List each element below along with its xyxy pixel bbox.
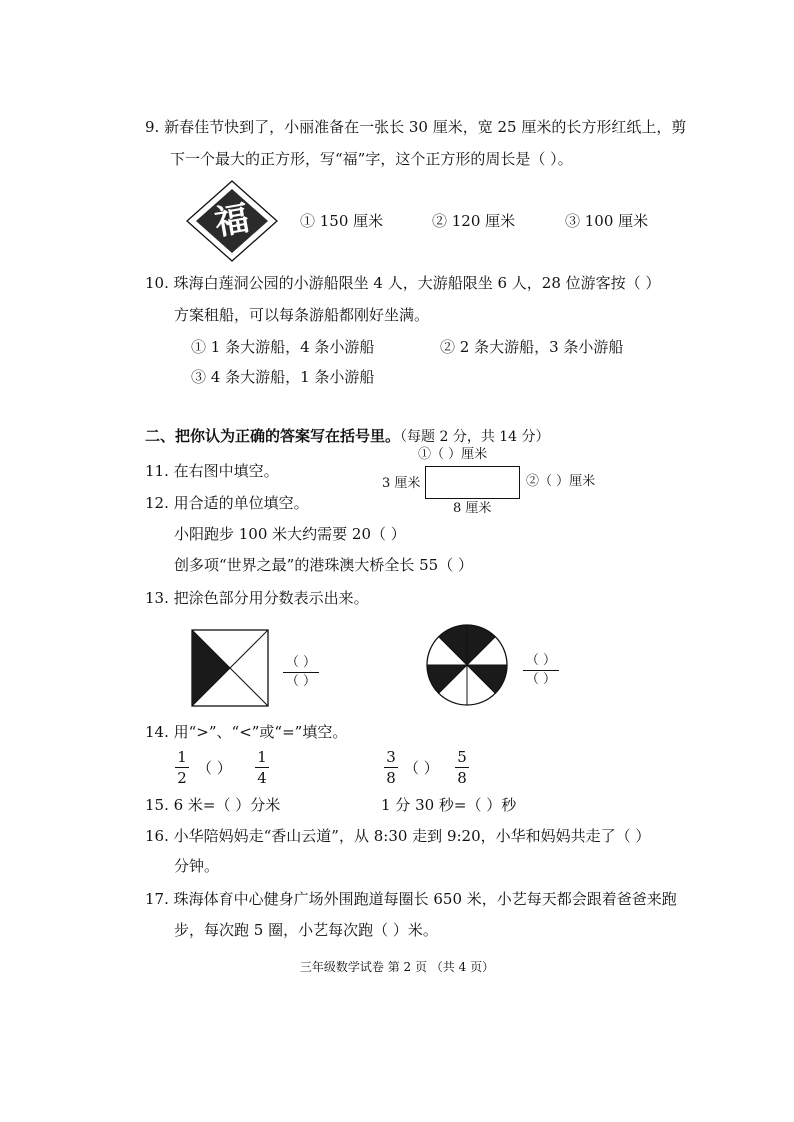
q14-right-fraction-b [455, 748, 469, 787]
denominator: 8 [386, 769, 396, 787]
q12-line2: 创多项“世界之最”的港珠澳大桥全长 55（ ） [174, 556, 473, 574]
q10-option-3: ③ 4 条大游船，1 条小游船 [191, 368, 375, 386]
page-footer: 三年级数学试卷 第 2 页 （共 4 页） [299, 960, 495, 974]
fraction-bar [255, 767, 269, 768]
q11-left-label: 3 厘米 [382, 476, 421, 491]
q17-line1: 17. 珠海体育中心健身广场外围跑道每圈长 650 米，小艺每天都会跟着爸爸来跑 [145, 890, 677, 908]
q16-line1: 16. 小华陪妈妈走“香山云道”，从 8:30 走到 9:20，小华和妈妈共走了（ ） [145, 827, 651, 845]
q11-top-label: ①（ ）厘米 [418, 447, 488, 462]
q14-left-fraction-b [255, 748, 269, 787]
q14-left-blank[interactable]: （ ） [197, 759, 232, 777]
q11-bottom-label: 8 厘米 [453, 501, 492, 516]
q11-rectangle [425, 466, 520, 499]
numerator: 5 [457, 748, 467, 766]
q13-circle-denominator: （ ） [525, 672, 557, 687]
q15-part1: 15. 6 米=（ ）分米 [145, 796, 281, 814]
denominator: 2 [177, 769, 187, 787]
q14-left-fraction-a [175, 748, 189, 787]
fraction-bar [283, 672, 319, 673]
q12-line1: 小阳跑步 100 米大约需要 20（ ） [174, 525, 406, 543]
q14-right-blank[interactable]: （ ） [404, 759, 439, 777]
denominator: 4 [257, 769, 267, 787]
q14-right-fraction-a [384, 748, 398, 787]
q13-text: 13. 把涂色部分用分数表示出来。 [145, 589, 369, 607]
q12-text: 12. 用合适的单位填空。 [145, 494, 309, 512]
fu-character: 福 [211, 198, 253, 244]
q9-option-2: ② 120 厘米 [432, 212, 516, 230]
fraction-bar [523, 670, 559, 671]
section2-heading [145, 426, 550, 447]
q10-line2: 方案租船，可以每条游船都刚好坐满。 [174, 306, 430, 324]
numerator: 1 [177, 748, 187, 766]
q13-circle-answer[interactable] [523, 653, 559, 688]
q13-circle-numerator: （ ） [525, 653, 557, 668]
q13-square-numerator: （ ） [285, 655, 317, 670]
q16-line2: 分钟。 [174, 857, 220, 875]
q11-text: 11. 在右图中填空。 [145, 462, 279, 480]
shaded-circle-figure [425, 623, 509, 707]
numerator: 3 [386, 748, 396, 766]
section2-title: 二、把你认为正确的答案写在括号里。 [145, 427, 401, 445]
fraction-bar [384, 767, 398, 768]
q10-line1: 10. 珠海白莲洞公园的小游船限坐 4 人，大游船限坐 6 人，28 位游客按（ ） [145, 274, 661, 292]
numerator: 1 [257, 748, 267, 766]
q9-line1: 9. 新春佳节快到了，小丽准备在一张长 30 厘米，宽 25 厘米的长方形红纸上，剪 [145, 118, 687, 136]
q10-option-2: ② 2 条大游船，3 条小游船 [440, 338, 624, 356]
q13-square-answer[interactable] [283, 655, 319, 690]
q9-option-1: ① 150 厘米 [300, 212, 384, 230]
q15-part2: 1 分 30 秒=（ ）秒 [381, 796, 517, 814]
q14-text: 14. 用“>”、“<”或“=”填空。 [145, 723, 348, 741]
denominator: 8 [457, 769, 467, 787]
shaded-square-figure [191, 629, 269, 707]
q9-line2: 下一个最大的正方形，写“福”字，这个正方形的周长是（ ）。 [170, 150, 573, 168]
section2-note: （每题 2 分，共 14 分） [400, 429, 550, 445]
q17-line2: 步，每次跑 5 圈，小艺每次跑（ ）米。 [174, 921, 438, 939]
fraction-bar [175, 767, 189, 768]
q13-square-denominator: （ ） [285, 674, 317, 689]
fraction-bar [455, 767, 469, 768]
q9-option-3: ③ 100 厘米 [565, 212, 649, 230]
q11-right-label: ②（ ）厘米 [526, 474, 596, 489]
q10-option-1: ① 1 条大游船，4 条小游船 [191, 338, 375, 356]
